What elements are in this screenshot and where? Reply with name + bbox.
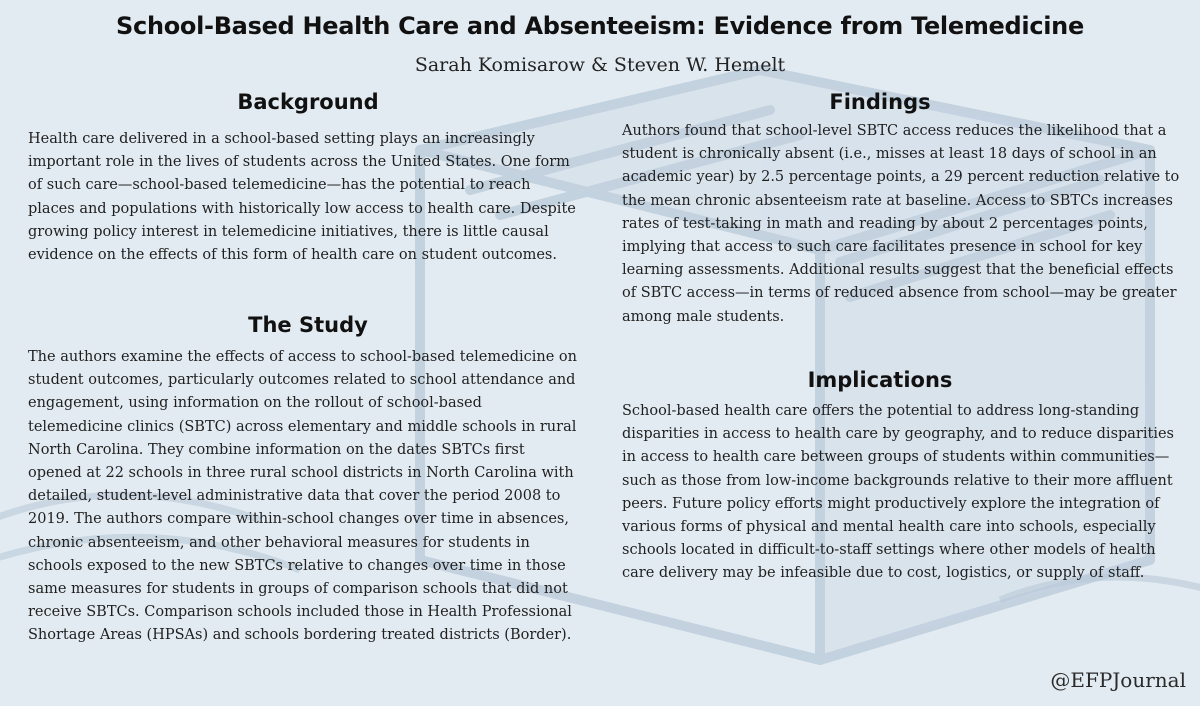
poster-title: School-Based Health Care and Absenteeism: Evidence from Telemedicine (116, 12, 1084, 40)
implications-heading: Implications (807, 368, 953, 392)
background-heading: Background (237, 90, 379, 114)
background-body: Health care delivered in a school-based setting plays an increasingly important role in the lives of students across the United States. One form of such care—school-based telemedicine—has the potential to reach places and populations with historically low access to health care. Despite growing policy interest in telemedicine initiatives, there is little causal evidence on the effects of this form of health care on student outcomes. (28, 131, 576, 264)
study-body: The authors examine the effects of access to school-based telemedicine on student outcomes, particularly outcomes related to school attendance and engagement, using information on the rollout of school-based telemedicine clinics (SBTC) across elementary and middle schools in rural North Carolina. They combine information on the dates SBTCs first opened at 22 schools in three rural school districts in North Carolina with detailed, student-level administrative data that cover the period 2008 to 2019. The authors compare within-school changes over time in absences, chronic absenteeism, and other behavioral measures for students in schools exposed to the new SBTCs relative to changes over time in those same measures for students in groups of comparison schools that did not receive SBTCs. Comparison schools included those in Health Professional Shortage Areas (HPSAs) and schools bordering treated districts (Border). (28, 349, 577, 644)
social-handle: @EFPJournal (1050, 668, 1186, 692)
findings-body: Authors found that school-level SBTC access reduces the likelihood that a student is chronically absent (i.e., misses at least 18 days of school in an academic year) by 2.5 percentage points, a 29 percent reduction relative to the mean chronic absenteeism rate at baseline. Access to SBTCs increases rates of test-taking in math and reading by about 2 percentages points, implying that access to such care facilitates presence in school for key learning assessments. Additional results suggest that the beneficial effects of SBTC access—in terms of reduced absence from school—may be greater among male students. (622, 123, 1180, 325)
study-heading: The Study (248, 313, 368, 337)
implications-body: School-based health care offers the potential to address long-standing disparities in access to health care by geography, and to reduce disparities in access to health care between groups of students within communities—such as those from low-income backgrounds relative to their more affluent peers. Future policy efforts might productively explore the integration of various forms of physical and mental health care into schools, especially schools located in difficult-to-staff settings where other models of health care delivery may be infeasible due to cost, logistics, or supply of staff. (622, 403, 1174, 582)
authors-line: Sarah Komisarow & Steven W. Hemelt (414, 54, 786, 76)
findings-heading: Findings (829, 90, 931, 114)
